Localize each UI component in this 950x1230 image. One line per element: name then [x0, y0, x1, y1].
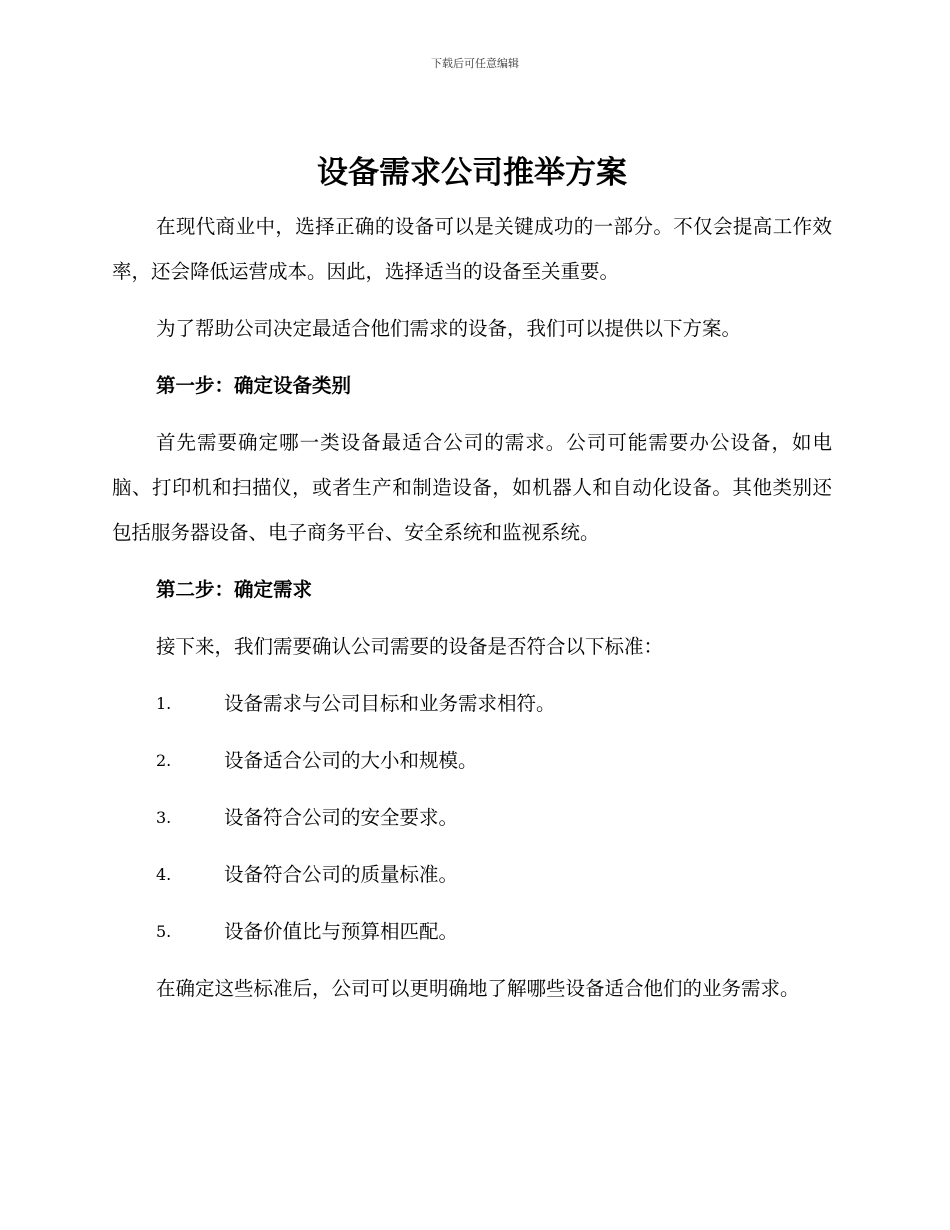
list-item: [112, 852, 832, 897]
list-item-number: 4.: [156, 865, 172, 884]
list-item-number: 1.: [156, 694, 172, 713]
list-item: [112, 795, 832, 840]
list-item-text: 设备符合公司的质量标准。: [224, 863, 459, 886]
list-item-text: 设备需求与公司目标和业务需求相符。: [224, 692, 556, 715]
list-item: [112, 909, 832, 954]
list-item-text: 设备价值比与预算相匹配。: [224, 920, 459, 943]
step1-paragraph: 首先需要确定哪一类设备最适合公司的需求。公司可能需要办公设备，如电脑、打印机和扫描仪，或者生产和制造设备，如机器人和自动化设备。其他类别还包括服务器设备、电子商务平台、安全系统和监视系统。: [112, 431, 832, 544]
list-item-number: 3.: [156, 808, 172, 827]
step1-heading: 第一步：确定设备类别: [156, 374, 352, 397]
document-title: 设备需求公司推举方案: [317, 155, 627, 191]
list-item: [112, 681, 832, 726]
step2-paragraph: 接下来，我们需要确认公司需要的设备是否符合以下标准：: [156, 635, 664, 658]
page-header-note: 下载后可任意编辑: [431, 57, 519, 70]
list-item-number: 2.: [156, 751, 172, 770]
conclusion-paragraph: 在确定这些标准后，公司可以更明确地了解哪些设备适合他们的业务需求。: [156, 977, 800, 1000]
list-item-number: 5.: [156, 922, 172, 941]
list-item: [112, 738, 832, 783]
intro-paragraph-2: 为了帮助公司决定最适合他们需求的设备，我们可以提供以下方案。: [156, 317, 742, 340]
list-item-text: 设备适合公司的大小和规模。: [224, 749, 478, 772]
list-item-text: 设备符合公司的安全要求。: [224, 806, 459, 829]
document-body: [112, 148, 832, 1023]
step2-heading: 第二步：确定需求: [156, 578, 313, 601]
intro-paragraph-1: 在现代商业中，选择正确的设备可以是关键成功的一部分。不仅会提高工作效率，还会降低运营成本。因此，选择适当的设备至关重要。: [112, 215, 832, 283]
criteria-list: [112, 681, 832, 954]
